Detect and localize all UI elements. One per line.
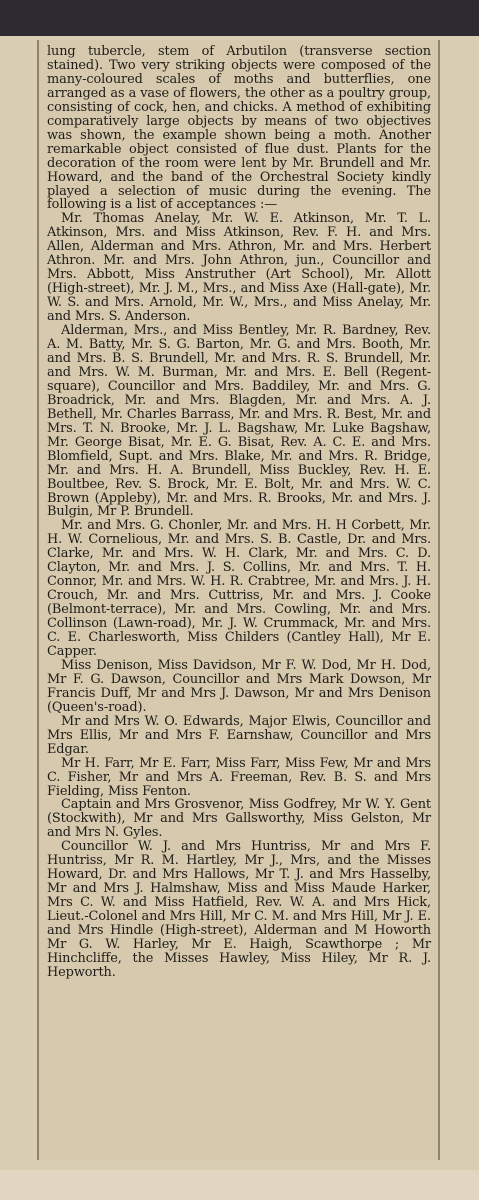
article-paragraph: lung tubercle, stem of Arbutilon (transverse section stained). Two very striking objects were composed of the many-coloured scales of moths and butterflies, one arranged as a vase of flowers, the other as a poultry group, consisting of cock, hen, and chicks. A method of exhibiting comparatively large objects by means of two objectives was shown, the example shown being a moth. Another remarkable object consisted of flue dust. Plants for the decoration of the room were lent by Mr. Brundell and Mr. Howard, and the band of the Orchestral Society kindly played a selection of music during the evening. The following is a list of acceptances :— [47, 44, 431, 213]
page-bottom-margin [0, 1170, 479, 1200]
newspaper-clipping [37, 40, 440, 1160]
article-column [47, 45, 431, 980]
acceptances-e: Mr and Mrs W. O. Edwards, Major Elwis, Councillor and Mrs Ellis, Mr and Mrs F. Earnshaw, Councillor and Mrs Edgar. [47, 713, 431, 757]
acceptances-g: Captain and Mrs Grosvenor, Miss Godfrey, Mr W. Y. Gent (Stockwith), Mr and Mrs Gallsworthy, Miss Gelston, Mr and Mrs N. Gyles. [47, 797, 431, 841]
acceptances-f: Mr H. Farr, Mr E. Farr, Miss Farr, Miss Few, Mr and Mrs C. Fisher, Mr and Mrs A. Freeman, Rev. B. S. and Mrs Fielding, Miss Fenton. [47, 755, 431, 799]
acceptances-c: Mr. and Mrs. G. Chonler, Mr. and Mrs. H. H Corbett, Mr. H. W. Cornelious, Mr. and Mrs. S. B. Castle, Dr. and Mrs. Clarke, Mr. and Mrs. W. H. Clark, Mr. and Mrs. C. D. Clayton, Mr. and Mrs. J. S. Collins, Mr. and Mrs. T. H. Connor, Mr. and Mrs. W. H. R. Crabtree, Mr. and Mrs. J. H. Crouch, Mr. and Mrs. Cuttriss, Mr. and Mrs. J. Cooke (Belmont-terrace), Mr. and Mrs. Cowling, Mr. and Mrs. Collinson (Lawn-road), Mr. J. W. Crummack, Mr. and Mrs. C. E. Charlesworth, Miss Childers (Cantley Hall), Mr E. Capper. [47, 518, 431, 659]
acceptances-d: Miss Denison, Miss Davidson, Mr F. W. Dod, Mr H. Dod, Mr F. G. Dawson, Councillor and Mrs Mark Dowson, Mr Francis Duff, Mr and Mrs J. Dawson, Mr and Mrs Denison (Queen's-road). [47, 657, 431, 715]
acceptances-b: Alderman, Mrs., and Miss Bentley, Mr. R. Bardney, Rev. A. M. Batty, Mr. S. G. Barton, Mr. G. and Mrs. Booth, Mr. and Mrs. B. S. Brundell, Mr. and Mrs. R. S. Brundell, Mr. and Mrs. W. M. Burman, Mr. and Mrs. E. Bell (Regent-square), Councillor and Mrs. Baddiley, Mr. and Mrs. G. Broadrick, Mr. and Mrs. Blagden, Mr. and Mrs. A. J. Bethell, Mr. Charles Barrass, Mr. and Mrs. R. Best, Mr. and Mrs. T. N. Brooke, Mr. J. L. Bagshaw, Mr. Luke Bagshaw, Mr. George Bisat, Mr. E. G. Bisat, Rev. A. C. E. and Mrs. Blomfield, Supt. and Mrs. Blake, Mr. and Mrs. R. Bridge, Mr. and Mrs. H. A. Brundell, Miss Buckley, Rev. H. E. Boultbee, Rev. S. Brock, Mr. E. Bolt, Mr. and Mrs. W. C. Brown (Appleby), Mr. and Mrs. R. Brooks, Mr. and Mrs. J. Bulgin, Mr P. Brundell. [47, 323, 431, 520]
dark-top-border [0, 0, 479, 36]
acceptances-a: Mr. Thomas Anelay, Mr. W. E. Atkinson, Mr. T. L. Atkinson, Mrs. and Miss Atkinson, Rev. F. H. and Mrs. Allen, Alderman and Mrs. Athron, Mr. and Mrs. Herbert Athron. Mr. and Mrs. John Athron, jun., Councillor and Mrs. Abbott, Miss Anstruther (Art School), Mr. Allott (High-street), Mr. J. M., Mrs., and Miss Axe (Hall-gate), Mr. W. S. and Mrs. Arnold, Mr. W., Mrs., and Miss Anelay, Mr. and Mrs. S. Anderson. [47, 211, 431, 325]
acceptances-h: Councillor W. J. and Mrs Huntriss, Mr and Mrs F. Huntriss, Mr R. M. Hartley, Mr J., Mrs, and the Misses Howard, Dr. and Mrs Hallows, Mr T. J. and Mrs Hasselby, Mr and Mrs J. Halmshaw, Miss and Miss Maude Harker, Mrs C. W. and Miss Hatfield, Rev. W. A. and Mrs Hick, Lieut.-Colonel and Mrs Hill, Mr C. M. and Mrs Hill, Mr J. E. and Mrs Hindle (High-street), Alderman and M Howorth Mr G. W. Harley, Mr E. Haigh, Scawthorpe ; Mr Hinchcliffe, the Misses Hawley, Miss Hiley, Mr R. J. Hepworth. [47, 839, 431, 980]
